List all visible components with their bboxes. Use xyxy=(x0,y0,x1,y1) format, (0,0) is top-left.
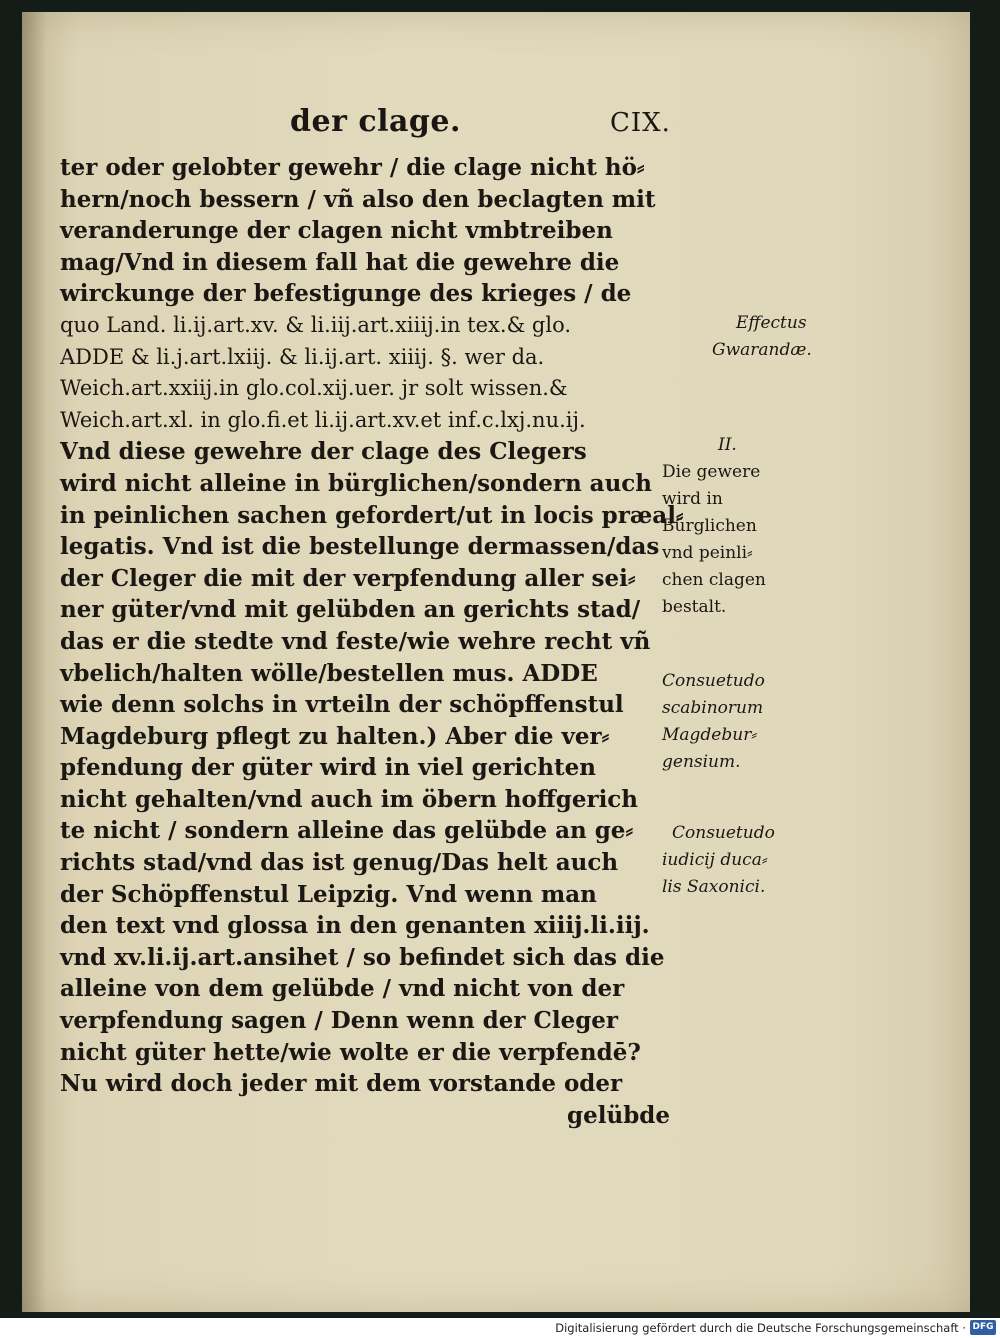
text-line: pfendung der güter wird in viel gerichten xyxy=(60,754,596,782)
text-line: vnd xv.li.ij.art.ansihet / so befindet sich das die xyxy=(60,943,665,971)
text-line: in peinlichen sachen gefordert/ut in locis præal⸗ xyxy=(60,501,684,529)
text-line: Weich.art.xl. in glo.fi.et li.ij.art.xv.et inf.c.lxj.nu.ij. xyxy=(60,407,586,432)
book-page xyxy=(22,12,970,1312)
marginal-note-line: scabinorum xyxy=(662,698,764,718)
catchword: gelübde xyxy=(567,1101,670,1129)
text-line: das er die stedte vnd feste/wie wehre recht vñ xyxy=(60,627,651,655)
marginal-note-line: bestalt. xyxy=(662,597,727,617)
text-line: vbelich/halten wölle/bestellen mus. ADDE xyxy=(60,659,598,687)
marginal-note-line: lis Saxonici. xyxy=(662,877,766,897)
funding-credit: Digitalisierung gefördert durch die Deutsche Forschungsgemeinschaft · xyxy=(555,1321,966,1335)
text-line: veranderunge der clagen nicht vmbtreiben xyxy=(60,217,613,245)
marginal-note-line: vnd peinli⸗ xyxy=(662,543,753,563)
text-line: legatis. Vnd ist die bestellunge dermassen/das xyxy=(60,533,660,561)
marginal-note-line: Die gewere xyxy=(662,462,761,482)
marginal-note-line: II. xyxy=(718,435,737,455)
marginal-note-line: wird in xyxy=(662,489,723,509)
text-line: Vnd diese gewehre der clage des Clegers xyxy=(60,438,587,466)
marginal-note-line: chen clagen xyxy=(662,570,766,590)
marginal-note-line: Bürglichen xyxy=(662,516,757,536)
text-line: Weich.art.xxiij.in glo.col.xij.uer. jr solt wissen.& xyxy=(60,376,568,401)
folio-number: CIX. xyxy=(610,108,671,138)
digitization-footer xyxy=(0,1318,1000,1338)
marginal-note-line: Gwarandæ. xyxy=(712,340,812,360)
text-line: ADDE & li.j.art.lxiij. & li.ij.art. xiiij. §. wer da. xyxy=(60,344,545,369)
marginal-note-line: Consuetudo xyxy=(672,823,775,843)
marginal-note-saxonici xyxy=(662,820,812,901)
text-line: wirckunge der befestigunge des krieges / de xyxy=(60,280,632,308)
text-line: quo Land. li.ij.art.xv. & li.iij.art.xiiij.in tex.& glo. xyxy=(60,312,572,337)
text-line: verpfendung sagen / Denn wenn der Cleger xyxy=(60,1007,619,1035)
text-line: ter oder gelobter gewehr / die clage nicht hö⸗ xyxy=(60,154,645,181)
text-line: alleine von dem gelübde / vnd nicht von der xyxy=(60,975,625,1003)
text-line: ner güter/vnd mit gelübden an gerichts stad/ xyxy=(60,596,641,624)
text-line: Nu wird doch jeder mit dem vorstande oder xyxy=(60,1070,623,1098)
marginal-note-line: Consuetudo xyxy=(662,671,765,691)
text-line: richts stad/vnd das ist genug/Das helt auch xyxy=(60,849,619,877)
text-line: hern/noch bessern / vñ also den beclagten mit xyxy=(60,185,656,213)
text-line: den text vnd glossa in den genanten xiiij.li.iij. xyxy=(60,912,650,940)
running-head: der clage. xyxy=(290,104,461,139)
text-line: wie denn solchs in vrteiln der schöpffenstul xyxy=(60,691,624,719)
marginal-note-effectus xyxy=(712,310,862,364)
marginal-note-line: Magdebur⸗ xyxy=(662,725,757,745)
marginal-note-magdeburg xyxy=(662,668,812,776)
main-text-block xyxy=(60,152,690,1131)
text-line: nicht güter hette/wie wolte er die verpfendē? xyxy=(60,1038,641,1066)
text-line: mag/Vnd in diesem fall hat die gewehre die xyxy=(60,248,620,276)
dfg-logo: DFG xyxy=(970,1320,996,1335)
marginal-note-line: iudicij duca⸗ xyxy=(662,850,768,870)
text-line: der Cleger die mit der verpfendung aller sei⸗ xyxy=(60,564,636,592)
marginal-note-line: gensium. xyxy=(662,752,741,772)
text-line: Magdeburg pflegt zu halten.) Aber die ver⸗ xyxy=(60,722,610,750)
marginal-note-line: Effectus xyxy=(736,313,807,333)
page-header xyxy=(22,104,970,144)
text-line: wird nicht alleine in bürglichen/sondern auch xyxy=(60,469,653,497)
text-line: nicht gehalten/vnd auch im öbern hoffgerich xyxy=(60,785,639,813)
marginal-note-gewere xyxy=(662,432,812,621)
text-line: te nicht / sondern alleine das gelübde an ge⸗ xyxy=(60,817,634,845)
text-line: der Schöpffenstul Leipzig. Vnd wenn man xyxy=(60,880,597,908)
